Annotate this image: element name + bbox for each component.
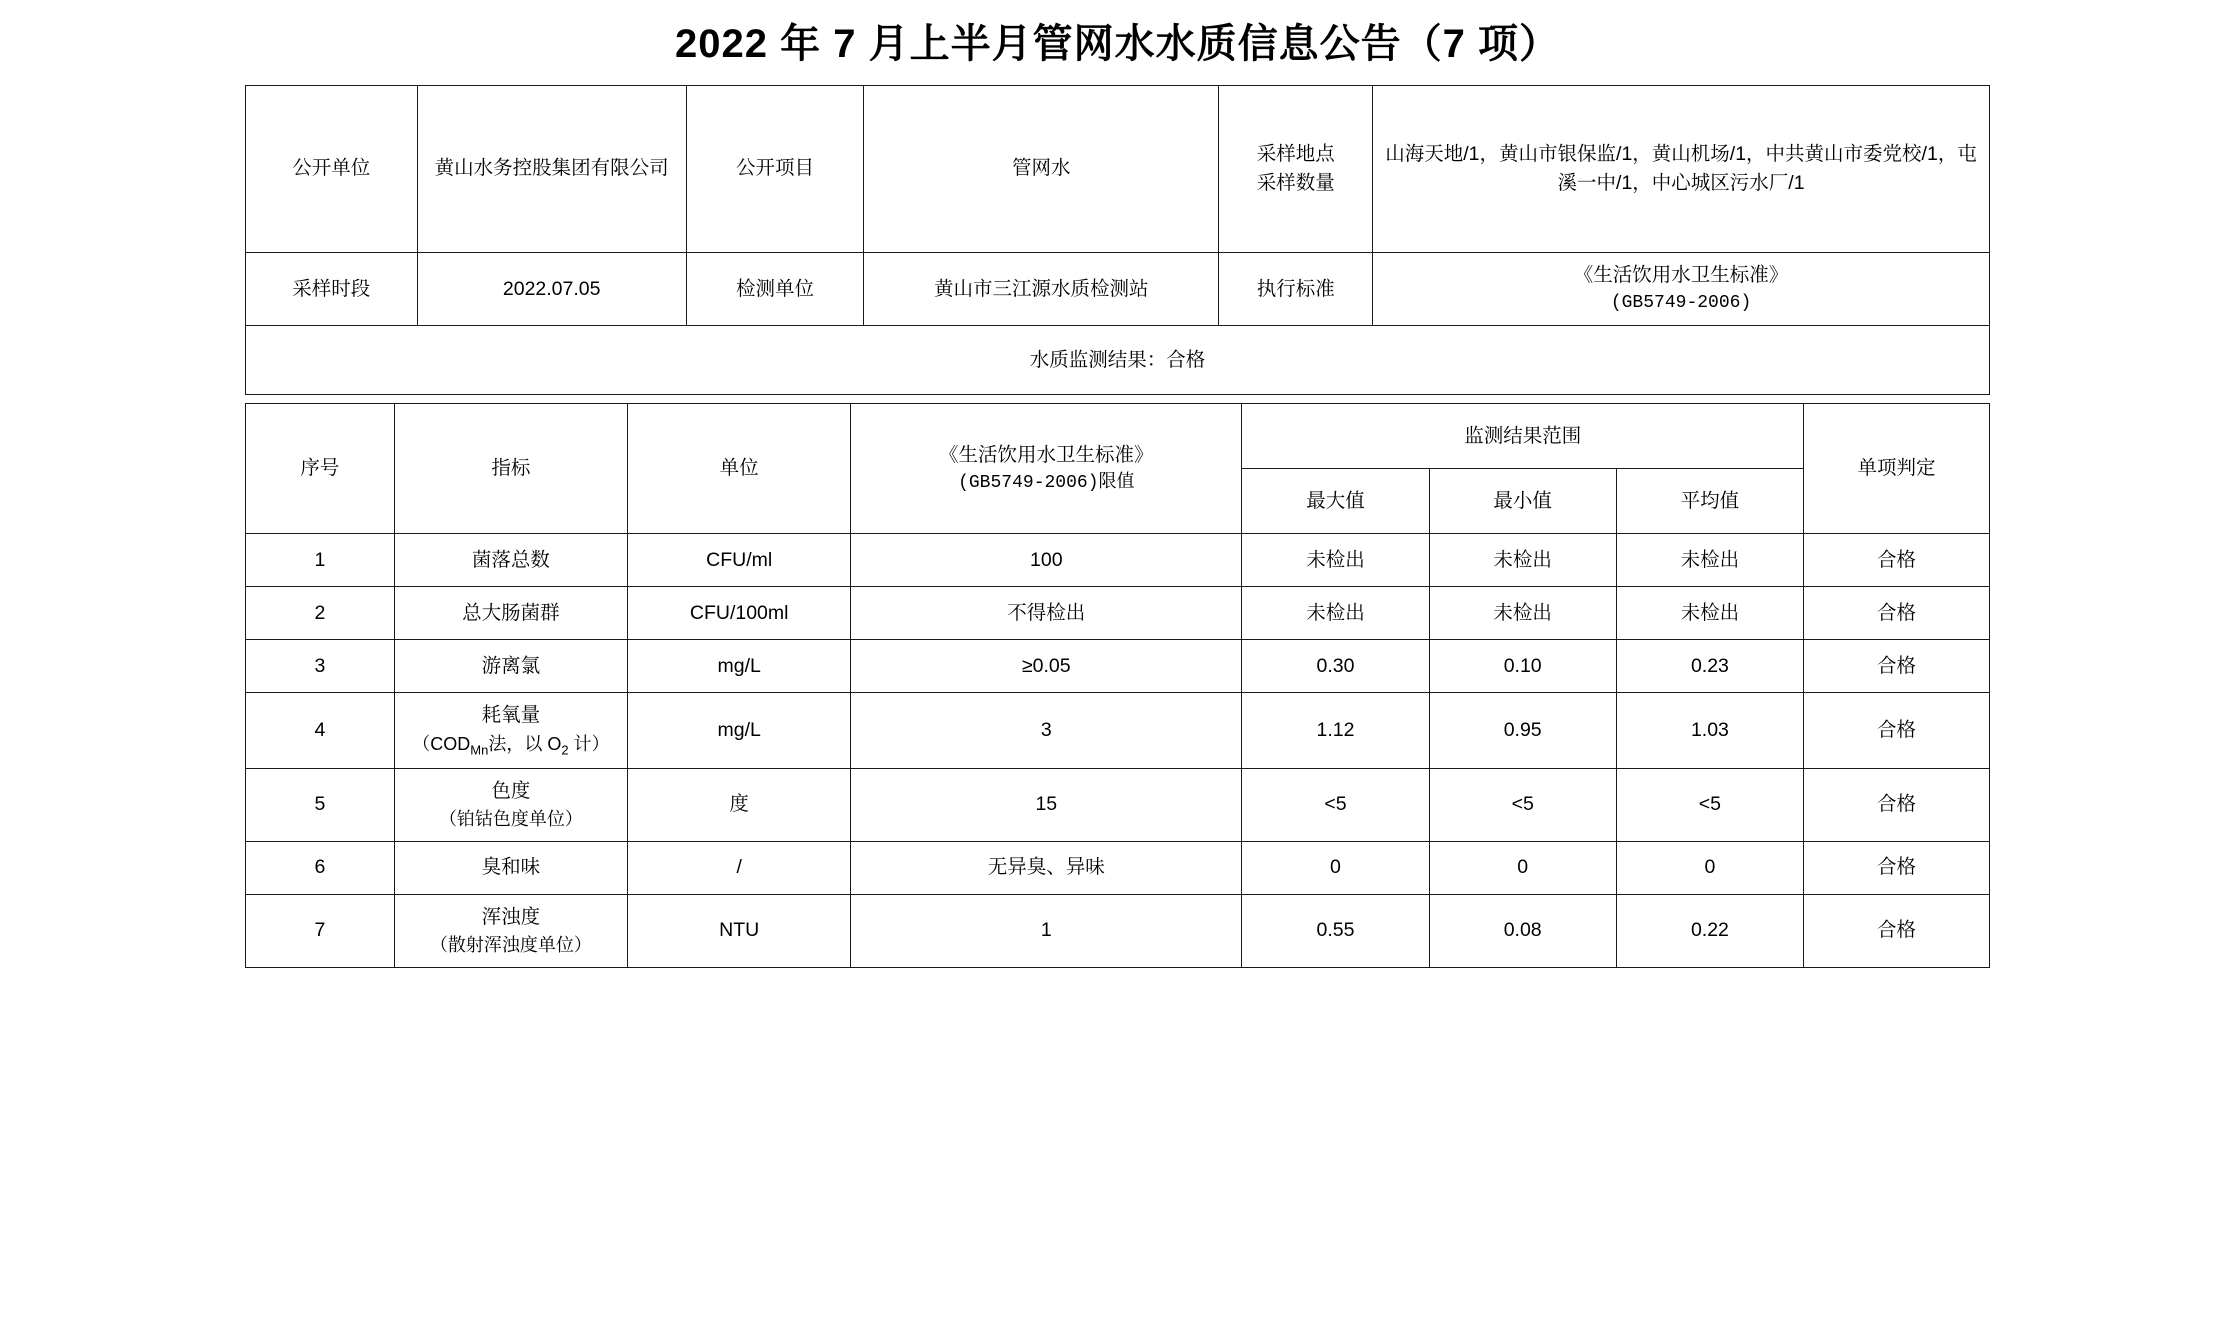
row-max: 0: [1242, 841, 1429, 894]
row-limit: 无异臭、异味: [851, 841, 1242, 894]
project-label: 公开项目: [686, 86, 864, 253]
sampling-location-value: 山海天地/1，黄山市银保监/1，黄山机场/1，中共黄山市委党校/1，屯溪一中/1，中心城区污水厂/1: [1373, 86, 1990, 253]
row-indicator: 总大肠菌群: [394, 587, 627, 640]
row-indicator-line1: 浑浊度: [481, 905, 541, 928]
period-value: 2022.07.05: [417, 253, 686, 326]
row-unit: mg/L: [628, 693, 851, 768]
info-row-summary: [246, 326, 1990, 395]
page-title: 2022 年 7 月上半月管网水水质信息公告（7 项）: [675, 22, 1560, 66]
lab-value: 黄山市三江源水质检测站: [864, 253, 1219, 326]
standard-label: 执行标准: [1219, 253, 1373, 326]
row-avg: 0.22: [1616, 894, 1803, 967]
table-row: [246, 768, 1990, 841]
header-indicator: 指标: [394, 404, 627, 534]
standard-value-line1: 《生活饮用水卫生标准》: [1573, 264, 1789, 286]
header-limit: [851, 404, 1242, 534]
sampling-location-label-line1: 采样地点: [1256, 142, 1335, 165]
row-unit: mg/L: [628, 640, 851, 693]
header-min: 最小值: [1429, 469, 1616, 534]
result-summary: 水质监测结果：合格: [246, 326, 1990, 395]
row-avg: 0.23: [1616, 640, 1803, 693]
row-verdict: 合格: [1804, 768, 1990, 841]
row-avg: 0: [1616, 841, 1803, 894]
sampling-location-label: [1219, 86, 1373, 253]
row-limit: 1: [851, 894, 1242, 967]
discloser-label: 公开单位: [246, 86, 418, 253]
header-verdict: 单项判定: [1804, 404, 1990, 534]
row-verdict: 合格: [1804, 841, 1990, 894]
row-unit: CFU/100ml: [628, 587, 851, 640]
row-max: 1.12: [1242, 693, 1429, 768]
row-min: <5: [1429, 768, 1616, 841]
info-row-period: [246, 253, 1990, 326]
row-indicator-line1: 色度: [491, 779, 531, 802]
row-indicator: 菌落总数: [394, 534, 627, 587]
row-indicator-line2: （铂钴色度单位）: [438, 808, 583, 829]
row-max: 未检出: [1242, 534, 1429, 587]
row-avg: 1.03: [1616, 693, 1803, 768]
header-unit: 单位: [628, 404, 851, 534]
row-unit: /: [628, 841, 851, 894]
header-limit-line1: 《生活饮用水卫生标准》: [939, 443, 1154, 466]
info-row-discloser: [246, 86, 1990, 253]
row-indicator: [394, 768, 627, 841]
row-index: 7: [246, 894, 395, 967]
row-index: 3: [246, 640, 395, 693]
row-unit: NTU: [628, 894, 851, 967]
row-indicator-line2: （$COD_{Mn}$法，以 $O_2$ 计）: [412, 733, 610, 758]
header-limit-line2: (GB5749-2006)限值: [958, 472, 1135, 493]
table-row: [246, 640, 1990, 693]
project-value: 管网水: [864, 86, 1219, 253]
row-indicator-line2: （散射浑浊度单位）: [429, 935, 592, 956]
row-max: 0.30: [1242, 640, 1429, 693]
report-table-container: [245, 85, 1990, 968]
row-limit: 15: [851, 768, 1242, 841]
row-min: 0.10: [1429, 640, 1616, 693]
table-row: [246, 841, 1990, 894]
row-max: <5: [1242, 768, 1429, 841]
row-index: 6: [246, 841, 395, 894]
row-min: 0: [1429, 841, 1616, 894]
row-limit: 3: [851, 693, 1242, 768]
table-row: [246, 894, 1990, 967]
table-row: [246, 693, 1990, 768]
row-min: 未检出: [1429, 534, 1616, 587]
row-avg: 未检出: [1616, 534, 1803, 587]
standard-value-line2: (GB5749-2006): [1610, 293, 1752, 314]
row-indicator: [394, 894, 627, 967]
table-row: [246, 534, 1990, 587]
header-max: 最大值: [1242, 469, 1429, 534]
row-indicator: 臭和味: [394, 841, 627, 894]
disclosure-info-table: [245, 85, 1990, 395]
discloser-value: 黄山水务控股集团有限公司: [417, 86, 686, 253]
row-verdict: 合格: [1804, 640, 1990, 693]
row-unit: CFU/ml: [628, 534, 851, 587]
sampling-location-label-line2: 采样数量: [1256, 172, 1335, 194]
row-verdict: 合格: [1804, 534, 1990, 587]
row-max: 未检出: [1242, 587, 1429, 640]
row-indicator-line1: 耗氧量: [481, 704, 541, 727]
row-index: 1: [246, 534, 395, 587]
period-label: 采样时段: [246, 253, 418, 326]
row-limit: ≥0.05: [851, 640, 1242, 693]
row-index: 5: [246, 768, 395, 841]
table-row: [246, 587, 1990, 640]
row-min: 0.95: [1429, 693, 1616, 768]
row-limit: 不得检出: [851, 587, 1242, 640]
row-verdict: 合格: [1804, 587, 1990, 640]
row-indicator: [394, 693, 627, 768]
row-avg: 未检出: [1616, 587, 1803, 640]
header-index: 序号: [246, 404, 395, 534]
standard-value: [1373, 253, 1990, 326]
row-limit: 100: [851, 534, 1242, 587]
row-verdict: 合格: [1804, 693, 1990, 768]
header-avg: 平均值: [1616, 469, 1803, 534]
lab-label: 检测单位: [686, 253, 864, 326]
row-max: 0.55: [1242, 894, 1429, 967]
row-index: 2: [246, 587, 395, 640]
row-avg: <5: [1616, 768, 1803, 841]
header-range-group: 监测结果范围: [1242, 404, 1804, 469]
measurements-table: [245, 403, 1990, 968]
measurements-header-row-1: [246, 404, 1990, 469]
row-min: 0.08: [1429, 894, 1616, 967]
row-verdict: 合格: [1804, 894, 1990, 967]
row-min: 未检出: [1429, 587, 1616, 640]
row-unit: 度: [628, 768, 851, 841]
row-index: 4: [246, 693, 395, 768]
row-indicator: 游离氯: [394, 640, 627, 693]
